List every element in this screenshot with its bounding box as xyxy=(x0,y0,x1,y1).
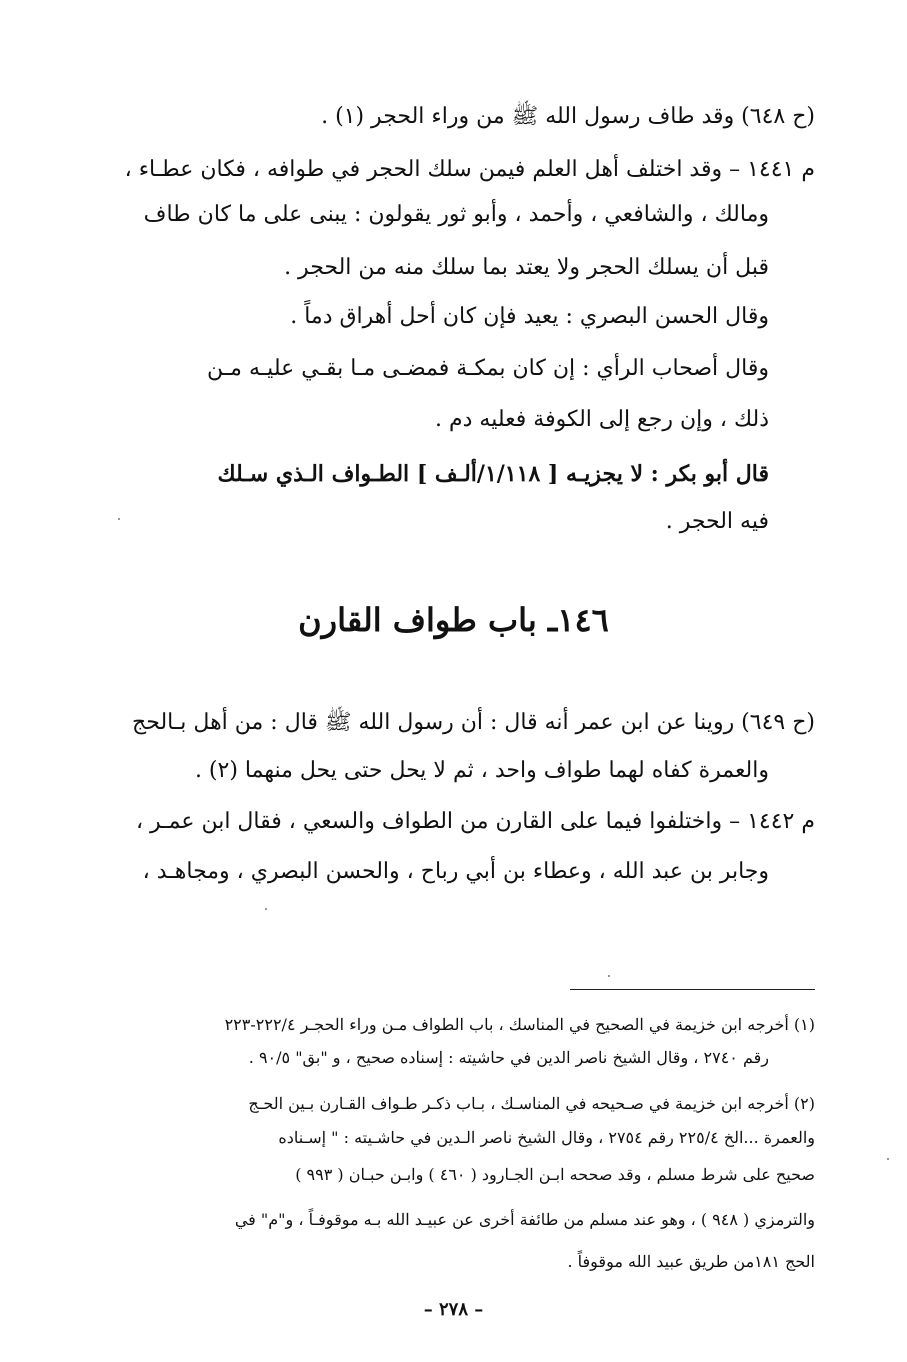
abu-bakr-line-2: فيه الحجر . xyxy=(665,509,769,534)
hadith-648-line: (ح ٦٤٨) وقد طاف رسول الله ﷺ من وراء الحجر (١) . xyxy=(321,104,815,129)
scan-speck xyxy=(265,908,267,910)
masala-1441-line-6: ذلك ، وإن رجع إلى الكوفة فعليه دم . xyxy=(435,407,769,432)
masala-1441-line-4: وقال الحسن البصري : يعيد فإن كان أحل أهراق دماً . xyxy=(290,304,769,329)
masala-1442-line-1: م ١٤٤٢ – واختلفوا فيما على القارن من الطواف والسعي ، فقال ابن عمـر ، xyxy=(135,809,815,834)
footnote-2-line-4: والترمزي ( ٩٤٨ ) ، وهو عند مسلم من طائفة أخرى عن عبيـد الله بـه موقوفـاً ، و"م" في xyxy=(234,1210,815,1229)
footnote-1-line-1: (١) أخرجه ابن خزيمة في الصحيح في المناسك ، باب الطواف مـن وراء الحجـر ٢٢٢/٤-٢٢٣ xyxy=(224,1015,815,1034)
chapter-heading: ١٤٦ـ باب طواف القارن xyxy=(298,601,609,639)
footnote-2-line-1: (٢) أخرجه ابن خزيمة في صـحيحه في المناسـك ، بـاب ذكـر طـواف القـارن بـين الحـج xyxy=(248,1094,815,1113)
abu-bakr-line-1: قال أبو بكر : لا يجزيـه [ ١/١١٨/ألـف ] الطـواف الـذي سـلك xyxy=(217,461,769,487)
footnote-separator xyxy=(570,989,815,990)
footnote-1-line-2: رقم ٢٧٤٠ ، وقال الشيخ ناصر الدين في حاشيته : إسناده صحيح ، و "بق" ٩٠/٥ . xyxy=(248,1048,769,1067)
footnote-2-line-2: والعمرة ...الخ ٢٢٥/٤ رقم ٢٧٥٤ ، وقال الشيخ ناصر الـدين في حاشـيته : " إسـناده xyxy=(278,1128,815,1147)
masala-1441-line-2: ومالك ، والشافعي ، وأحمد ، وأبو ثور يقولون : يبنى على ما كان طاف xyxy=(143,202,769,227)
masala-1441-line-3: قبل أن يسلك الحجر ولا يعتد بما سلك منه من الحجر . xyxy=(284,255,769,280)
footnote-2-line-5: الحج ١٨١من طريق عبيد الله موقوفاً . xyxy=(567,1252,815,1271)
masala-1441-line-5: وقال أصحاب الرأي : إن كان بمكـة فمضـى مـا بقـي عليـه مـن xyxy=(206,356,769,381)
scan-speck xyxy=(118,518,120,520)
masala-1441-line-1: م ١٤٤١ – وقد اختلف أهل العلم فيمن سلك الحجر في طوافه ، فكان عطـاء ، xyxy=(124,157,815,182)
masala-1442-line-2: وجابر بن عبد الله ، وعطاء بن أبي رباح ، والحسن البصري ، ومجاهـد ، xyxy=(142,859,769,884)
footnote-2-line-3: صحيح على شرط مسلم ، وقد صححه ابـن الجـارود ( ٤٦٠ ) وابـن حبـان ( ٩٩٣ ) xyxy=(295,1165,815,1184)
hadith-649-line-2: والعمرة كفاه لهما طواف واحد ، ثم لا يحل حتى يحل منهما (٢) . xyxy=(194,758,769,783)
page-number: – ٢٧٨ – xyxy=(423,1299,484,1320)
hadith-649-line-1: (ح ٦٤٩) روينا عن ابن عمر أنه قال : أن رسول الله ﷺ قال : من أهل بـالحج xyxy=(132,710,815,735)
scan-speck xyxy=(887,1158,889,1160)
scan-speck xyxy=(608,975,610,977)
